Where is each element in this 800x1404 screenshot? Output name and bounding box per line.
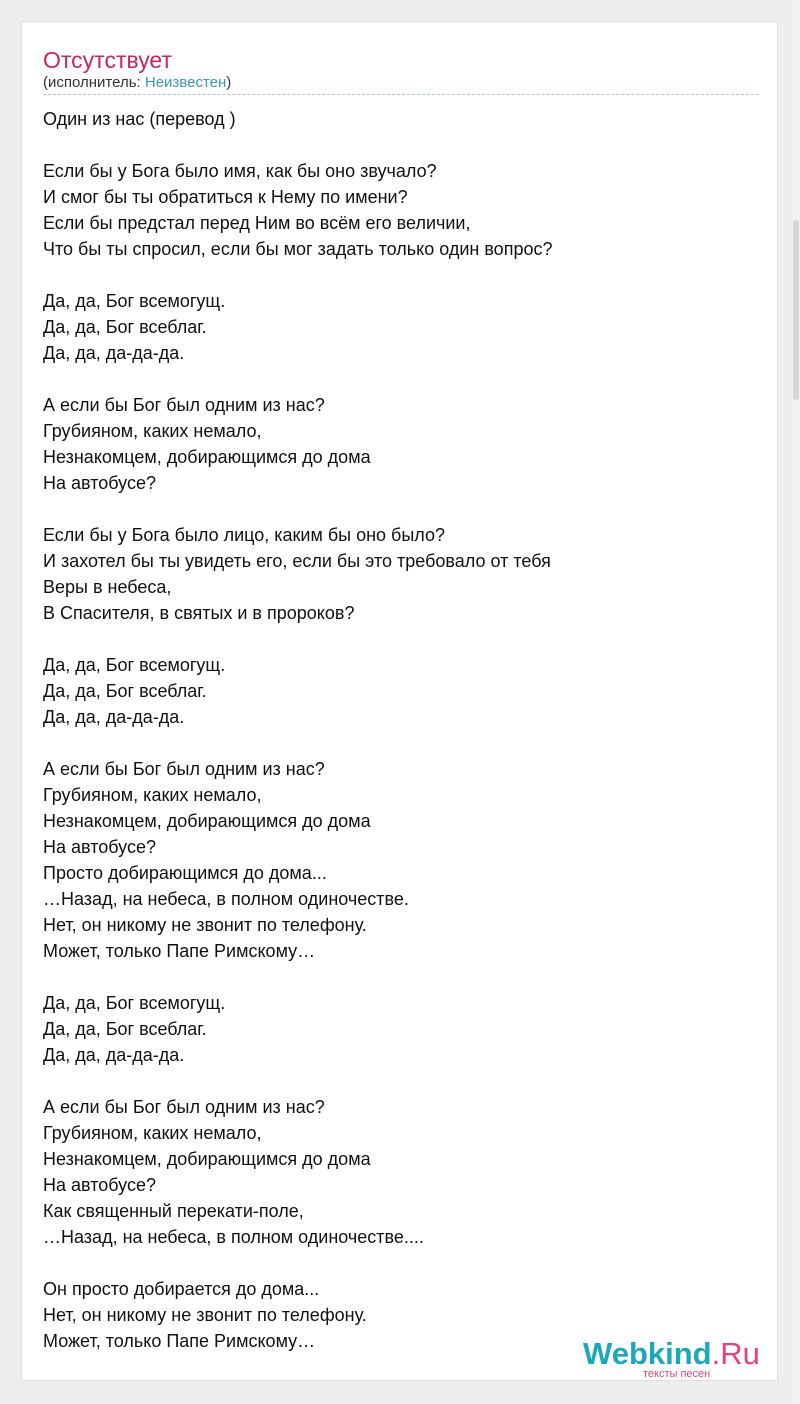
lyrics-line: Незнакомцем, добирающимся до дома bbox=[43, 1149, 371, 1169]
lyrics-line: Если бы у Бога было имя, как бы оно звучало? bbox=[43, 161, 437, 181]
lyrics-line: А если бы Бог был одним из нас? bbox=[43, 395, 325, 415]
logo-suffix: .Ru bbox=[711, 1336, 760, 1371]
lyrics-line: Может, только Папе Римскому… bbox=[43, 941, 316, 961]
lyrics-line: Да, да, да-да-да. bbox=[43, 1045, 185, 1065]
lyrics-line: Если бы у Бога было лицо, каким бы оно было? bbox=[43, 525, 446, 545]
lyrics-line: Грубияном, каких немало, bbox=[43, 785, 262, 805]
lyrics-line: Нет, он никому не звонит по телефону. bbox=[43, 915, 367, 935]
lyrics-line: Да, да, да-да-да. bbox=[43, 343, 185, 363]
logo-main-text: Webkind bbox=[583, 1336, 712, 1371]
lyrics-blank-line bbox=[43, 496, 759, 522]
lyrics-line: …Назад, на небеса, в полном одиночестве.... bbox=[43, 1227, 424, 1247]
scrollbar-thumb[interactable] bbox=[793, 220, 799, 400]
lyrics-line: Что бы ты спросил, если бы мог задать только один вопрос? bbox=[43, 239, 553, 259]
lyrics-line: Грубияном, каких немало, bbox=[43, 421, 262, 441]
lyrics-line: Да, да, да-да-да. bbox=[43, 707, 185, 727]
lyrics-line: Грубияном, каких немало, bbox=[43, 1123, 262, 1143]
song-title: Отсутствует bbox=[43, 47, 172, 73]
lyrics-line: Один из нас (перевод ) bbox=[43, 109, 236, 129]
lyrics-blank-line bbox=[43, 262, 759, 288]
lyrics-line: Нет, он никому не звонит по телефону. bbox=[43, 1305, 367, 1325]
lyrics-line: Незнакомцем, добирающимся до дома bbox=[43, 811, 371, 831]
lyrics-text bbox=[43, 106, 759, 1354]
lyrics-line: Просто добирающимся до дома... bbox=[43, 863, 327, 883]
lyrics-blank-line bbox=[43, 132, 759, 158]
lyrics-line: Да, да, Бог всемогущ. bbox=[43, 655, 226, 675]
lyrics-line: На автобусе? bbox=[43, 1175, 156, 1195]
lyrics-line: И смог бы ты обратиться к Нему по имени? bbox=[43, 187, 408, 207]
lyrics-line: …Назад, на небеса, в полном одиночестве. bbox=[43, 889, 409, 909]
lyrics-line: Да, да, Бог всеблаг. bbox=[43, 681, 207, 701]
lyrics-blank-line bbox=[43, 1068, 759, 1094]
logo-tagline: тексты песен bbox=[643, 1368, 711, 1380]
lyrics-line: В Спасителя, в святых и в пророков? bbox=[43, 603, 355, 623]
lyrics-line: Да, да, Бог всемогущ. bbox=[43, 291, 226, 311]
lyrics-line: Да, да, Бог всемогущ. bbox=[43, 993, 226, 1013]
artist-prefix: (исполнитель: bbox=[43, 74, 145, 91]
webkind-logo[interactable] bbox=[583, 1336, 783, 1384]
lyrics-line: Как священный перекати-поле, bbox=[43, 1201, 304, 1221]
lyrics-line: А если бы Бог был одним из нас? bbox=[43, 1097, 325, 1117]
lyrics-line: Да, да, Бог всеблаг. bbox=[43, 1019, 207, 1039]
lyrics-line: А если бы Бог был одним из нас? bbox=[43, 759, 325, 779]
lyrics-line: Может, только Папе Римскому… bbox=[43, 1331, 316, 1351]
lyrics-blank-line bbox=[43, 626, 759, 652]
lyrics-blank-line bbox=[43, 366, 759, 392]
lyrics-line: И захотел бы ты увидеть его, если бы это требовало от тебя bbox=[43, 551, 551, 571]
lyrics-line: На автобусе? bbox=[43, 837, 156, 857]
lyrics-blank-line bbox=[43, 1250, 759, 1276]
lyrics-line: Если бы предстал перед Ним во всём его величии, bbox=[43, 213, 471, 233]
lyrics-line: На автобусе? bbox=[43, 473, 156, 493]
artist-link[interactable]: Неизвестен bbox=[144, 74, 227, 91]
lyrics-card bbox=[21, 21, 778, 1381]
artist-line bbox=[43, 74, 759, 95]
lyrics-blank-line bbox=[43, 964, 759, 990]
lyrics-line: Да, да, Бог всеблаг. bbox=[43, 317, 207, 337]
artist-suffix: ) bbox=[226, 74, 232, 91]
lyrics-line: Он просто добирается до дома... bbox=[43, 1279, 320, 1299]
logo-wordmark bbox=[583, 1336, 783, 1372]
lyrics-line: Незнакомцем, добирающимся до дома bbox=[43, 447, 371, 467]
scrollbar[interactable] bbox=[792, 0, 800, 1404]
lyrics-line: Веры в небеса, bbox=[43, 577, 172, 597]
lyrics-blank-line bbox=[43, 730, 759, 756]
